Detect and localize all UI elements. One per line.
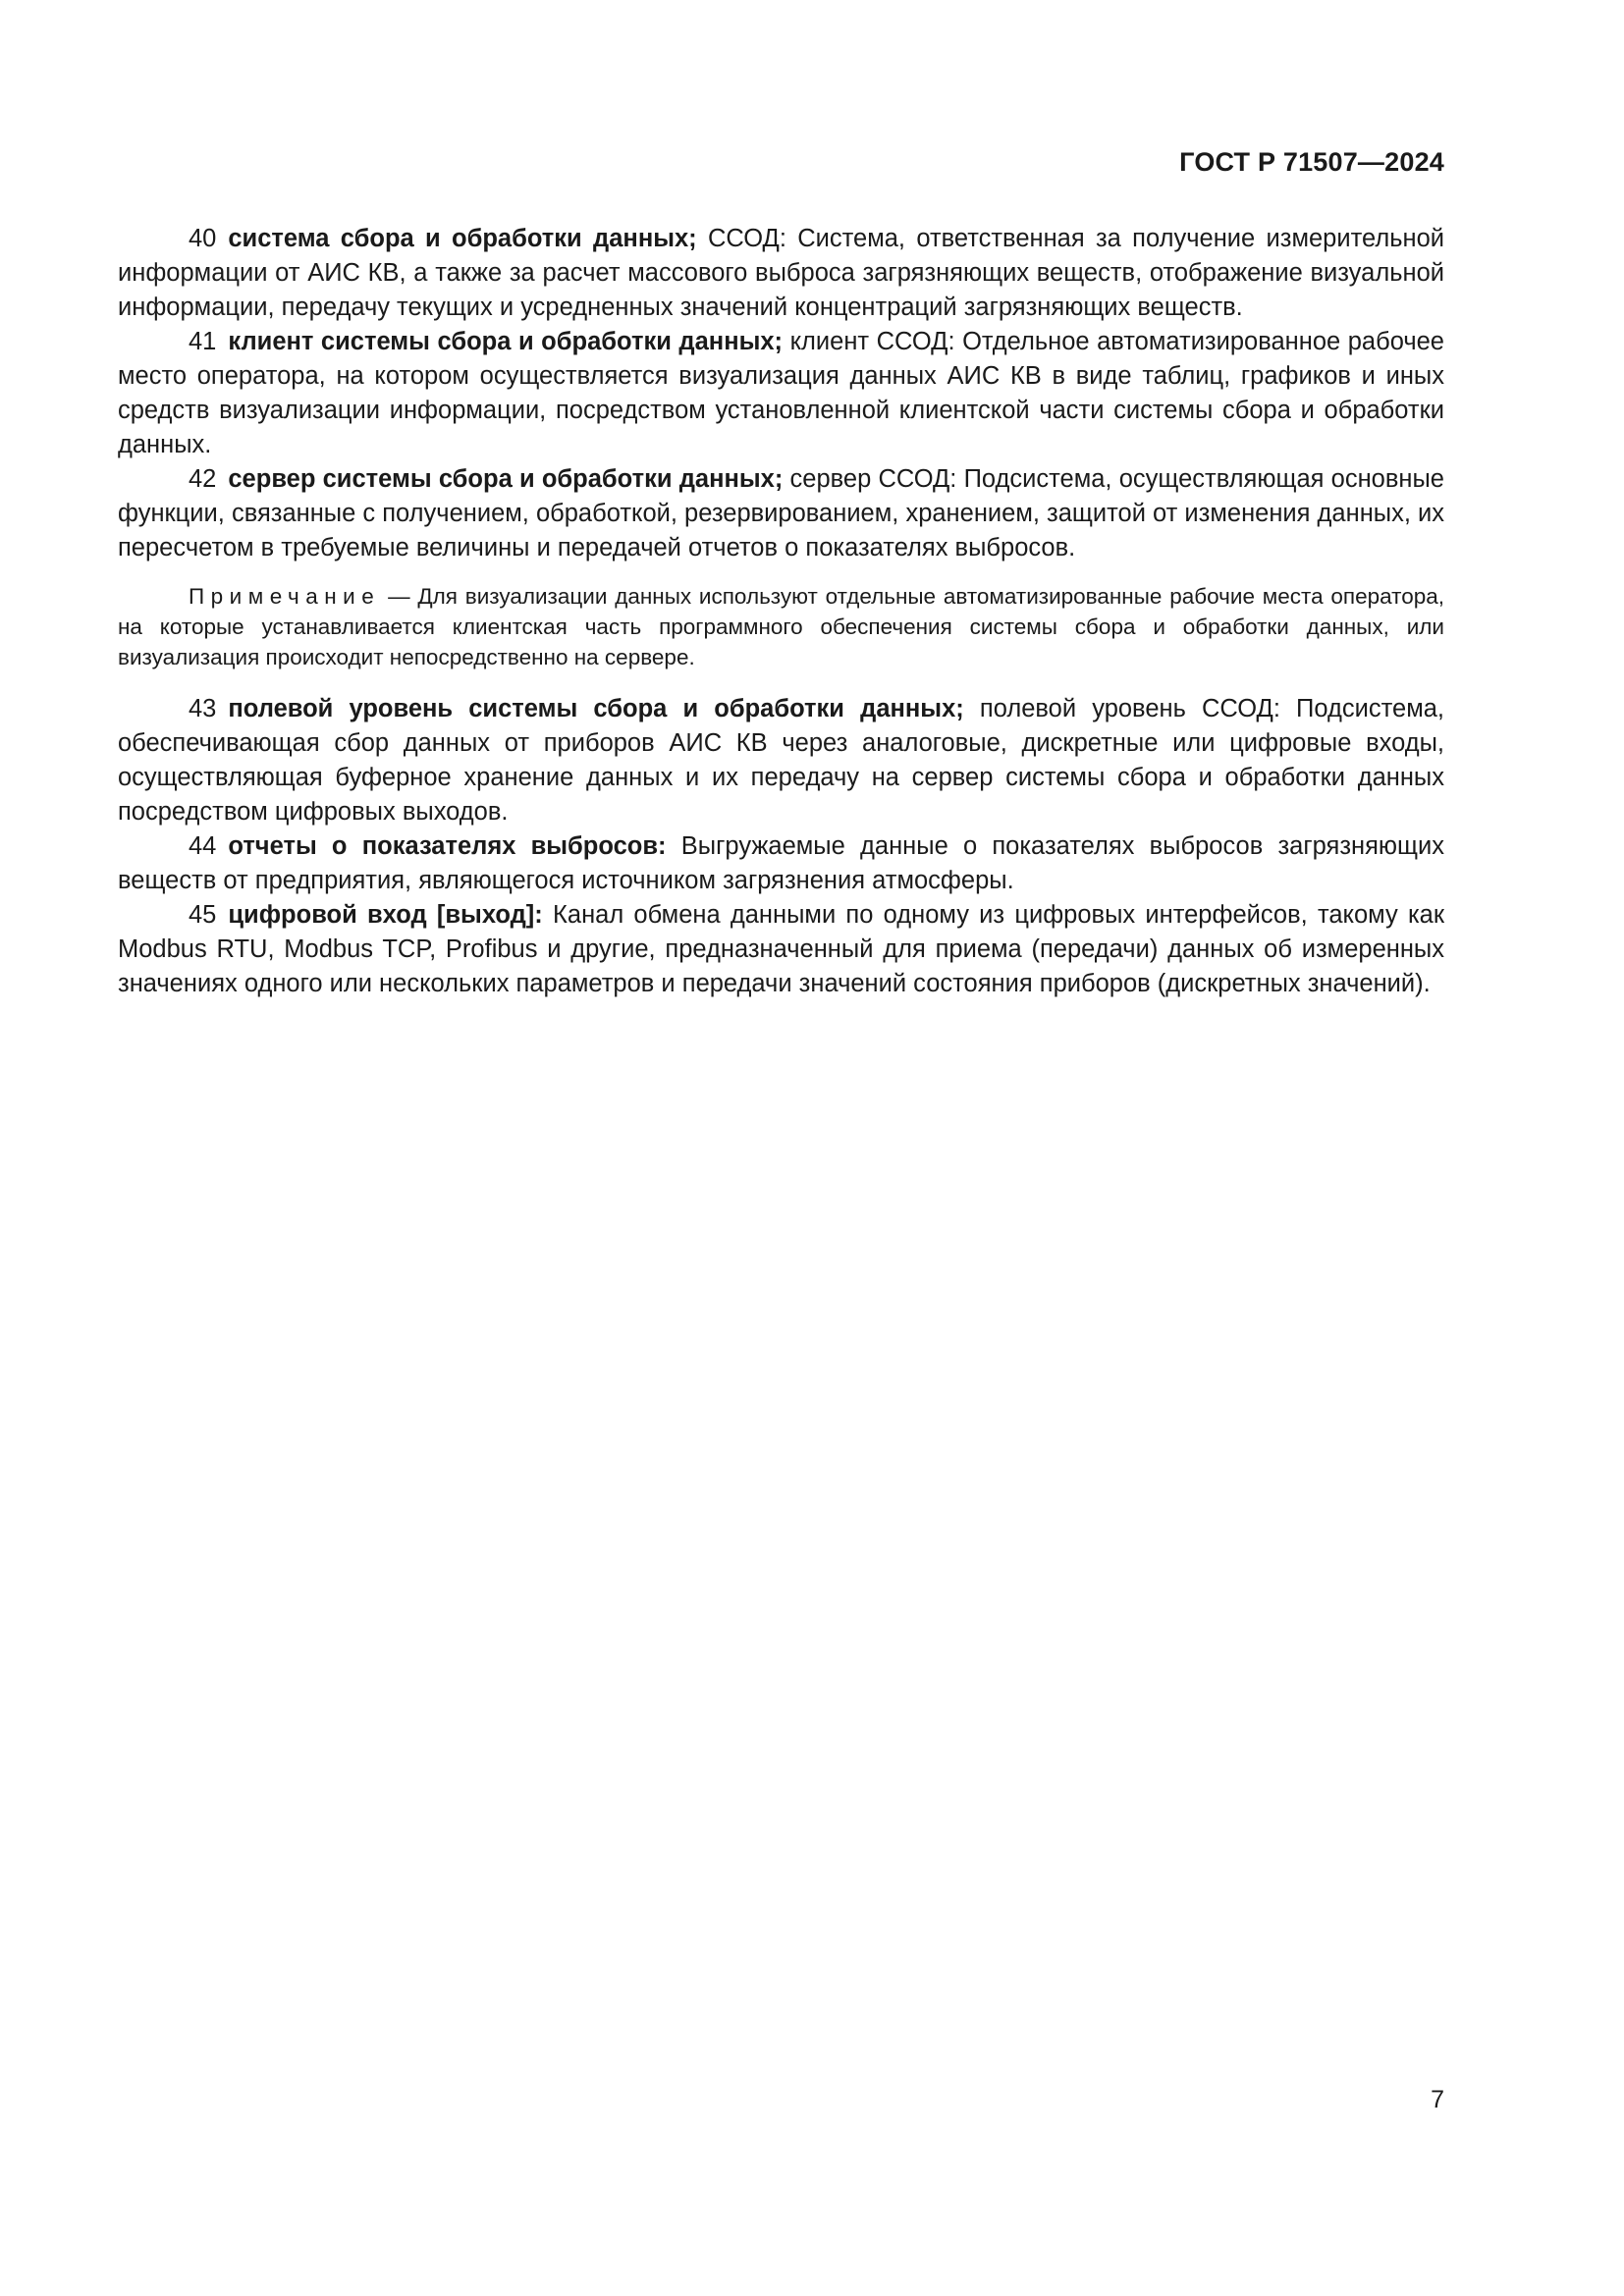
term-number: 41: [189, 328, 217, 355]
term-entry-40: [118, 222, 1444, 325]
page-number: 7: [1431, 2086, 1444, 2113]
term-number: 43: [189, 695, 217, 722]
term-entry-43: [118, 692, 1444, 829]
term-definition: ССОД: Система, ответственная за получение измерительной информации от АИС КВ, а также за расчет массового выброса загрязняющих веществ, отображение визуальной информации, передачу текущих и усредненных значений концентраций загрязняющих веществ.: [118, 225, 1444, 321]
term-entry-42: [118, 462, 1444, 565]
term-title: цифровой вход [выход]:: [228, 901, 543, 929]
term-number: 44: [189, 832, 217, 860]
note-label: Примечание: [189, 584, 381, 609]
document-header: ГОСТ Р 71507—2024: [1179, 147, 1444, 177]
term-entry-45: [118, 898, 1444, 1001]
term-definition: Канал обмена данными по одному из цифровых интерфейсов, такому как Modbus RTU, Modbus TCP, Profibus и другие, предназначенный для приема (передачи) данных об измеренных значениях одного или нескольких параметров и передачи значений состояния приборов (дискретных значений).: [118, 901, 1444, 997]
document-body: [118, 222, 1444, 1001]
term-entry-44: [118, 829, 1444, 898]
term-title: сервер системы сбора и обработки данных;: [228, 465, 784, 493]
note-text: — Для визуализации данных используют отдельные автоматизированные рабочие места оператора, на которые устанавливается клиентская часть программного обеспечения системы сбора и обработки данных, или визуализация происходит непосредственно на сервере.: [118, 584, 1444, 669]
term-number: 40: [189, 225, 217, 252]
term-title: отчеты о показателях выбросов:: [228, 832, 667, 860]
term-definition: полевой уровень ССОД: Подсистема, обеспечивающая сбор данных от приборов АИС КВ через аналоговые, дискретные или цифровые входы, осуществляющая буферное хранение данных и их передачу на сервер системы сбора и обработки данных посредством цифровых выходов.: [118, 695, 1444, 826]
term-definition: Выгружаемые данные о показателях выбросов загрязняющих веществ от предприятия, являющегося источником загрязнения атмосферы.: [118, 832, 1445, 894]
term-title: полевой уровень системы сбора и обработки данных;: [228, 695, 964, 722]
term-definition: сервер ССОД: Подсистема, осуществляющая основные функции, связанные с получением, обработкой, резервированием, хранением, защитой от изменения данных, их пересчетом в требуемые величины и передачей отчетов о показателях выбросов.: [118, 465, 1445, 561]
term-number: 42: [189, 465, 217, 493]
term-definition: клиент ССОД: Отдельное автоматизированное рабочее место оператора, на котором осуществляется визуализация данных АИС КВ в виде таблиц, графиков и иных средств визуализации информации, посредством установленной клиентской части системы сбора и обработки данных.: [118, 328, 1444, 458]
term-entry-41: [118, 325, 1444, 462]
term-number: 45: [189, 901, 217, 929]
term-title: клиент системы сбора и обработки данных;: [228, 328, 784, 355]
term-title: система сбора и обработки данных;: [228, 225, 697, 252]
note: [118, 581, 1444, 672]
